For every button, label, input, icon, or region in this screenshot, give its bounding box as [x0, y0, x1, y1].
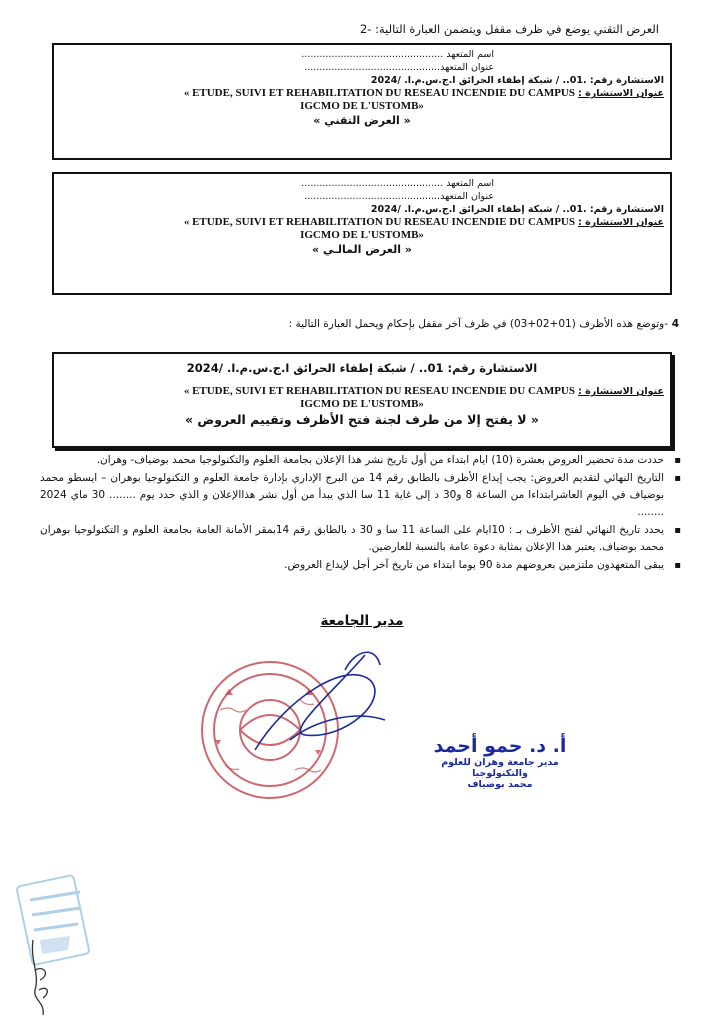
consultation-subject-line	[60, 385, 664, 398]
consultation-number-line: الاستشارة رقم: .01.. / شبكة إطفاء الحرائق ا.ج.س.م.ا. /2024	[370, 204, 664, 215]
subject-label: عنوان الاستشارة :	[578, 386, 664, 397]
subject-french-1: « ETUDE, SUIVI ET REHABILITATION DU RESEAU INCENDIE DU CAMPUS	[183, 385, 575, 397]
director-university: محمد بوضياف	[467, 779, 533, 790]
section-2-number: -2	[359, 22, 372, 36]
section-4-heading	[79, 318, 679, 330]
conditions-list	[40, 452, 682, 575]
director-signature-block	[420, 735, 580, 790]
subject-label: عنوان الاستشارة :	[578, 88, 664, 99]
bidder-name-line: اسم المتعهد ...............................................	[301, 178, 494, 189]
subject-label: عنوان الاستشارة :	[578, 217, 664, 228]
outer-envelope-box	[52, 352, 672, 448]
consultation-number-line: الاستشارة رقم: 01.. / شبكة إطفاء الحرائق ا.ج.س.م.ا. /2024	[186, 361, 538, 375]
list-item: ▪ حددت مدة تحضير العروض بعشرة (10) ايام ابتداء من أول تاريخ نشر هذا الإعلان بجامعة العلوم والتكنولوجيا محمد بوضياف- وهران.	[40, 452, 664, 469]
subject-french-2: IGCMO DE L'USTOMB»	[300, 229, 424, 241]
consultation-number-line: الاستشارة رقم: .01.. / شبكة إطفاء الحرائق ا.ج.س.م.ا. /2024	[370, 75, 664, 86]
consultation-subject-line	[60, 216, 664, 229]
section-4-text: -وتوضع هذه الأظرف (01+02+03) في ظرف آخر مقفل بإحكام ويحمل العبارة التالية :	[288, 318, 669, 330]
list-item: ▪ يحدد تاريخ النهائي لفتح الأظرف بـ : 10ايام على الساعة 11 سا و 30 د بالطابق رقم 14بمقر الأمانة العامة بجامعة العلوم و التكنولوجيا بوهران محمد بوضياف. يعتبر هذا الإعلان بمثابة دعوة عامة بالنسبة للعارضين.	[40, 522, 664, 556]
technical-offer-envelope-box	[52, 43, 672, 160]
subject-french-2: IGCMO DE L'USTOMB»	[300, 398, 424, 410]
director-title: مدير الجامعة	[320, 613, 404, 629]
offer-type-label: « العرض المالـي »	[312, 243, 412, 256]
section-4-number: 4	[671, 318, 679, 330]
section-2-heading	[79, 22, 659, 36]
bidder-name-line: اسم المتعهد ...............................................	[301, 49, 494, 60]
list-item: ▪ يبقى المتعهدون ملتزمين بعروضهم مدة 90 يوما ابتداء من تاريخ آخر أجل لإيداع العروض.	[40, 557, 664, 574]
financial-offer-envelope-box	[52, 172, 672, 295]
official-stamp-seal	[195, 640, 395, 810]
subject-french-1: « ETUDE, SUIVI ET REHABILITATION DU RESEAU INCENDIE DU CAMPUS	[183, 87, 575, 99]
director-name: أ. د. حمو أحمد	[433, 735, 567, 757]
bidder-address-line: عنوان المتعهد.............................................	[304, 191, 494, 202]
consultation-subject-line	[60, 87, 664, 100]
offer-type-label: « العرض التقني »	[313, 114, 411, 127]
bidder-address-line: عنوان المتعهد.............................................	[304, 62, 494, 73]
section-2-text: العرض التقني يوضع في ظرف مقفل ويتضمن العبارة التالية:	[375, 22, 659, 36]
director-position: مدير جامعة وهران للعلوم والتكنولوجيا	[441, 757, 559, 779]
initials-signature	[25, 930, 85, 1020]
subject-french-2: IGCMO DE L'USTOMB»	[300, 100, 424, 112]
list-item: ▪ التاريخ النهائي لتقديم العروض: يجب إيداع الأظرف بالطابق رقم 14 من البرج الإداري بإدارة جامعة العلوم و التكنولوجيا بوهران – ايسطو محمد بوضياف في اليوم العاشرابتداءا من الساعة 8 و30 د إلى غاية 11 سا الذي يبدأ من أول نشر هذاالإعلان و الذي حدد يوم ........ 30 ماي 2024 ........	[40, 470, 664, 521]
do-not-open-notice: « لا يفتح إلا من طرف لجنة فتح الأظرف وتقييم العروض »	[185, 412, 539, 427]
subject-french-1: « ETUDE, SUIVI ET REHABILITATION DU RESEAU INCENDIE DU CAMPUS	[183, 216, 575, 228]
